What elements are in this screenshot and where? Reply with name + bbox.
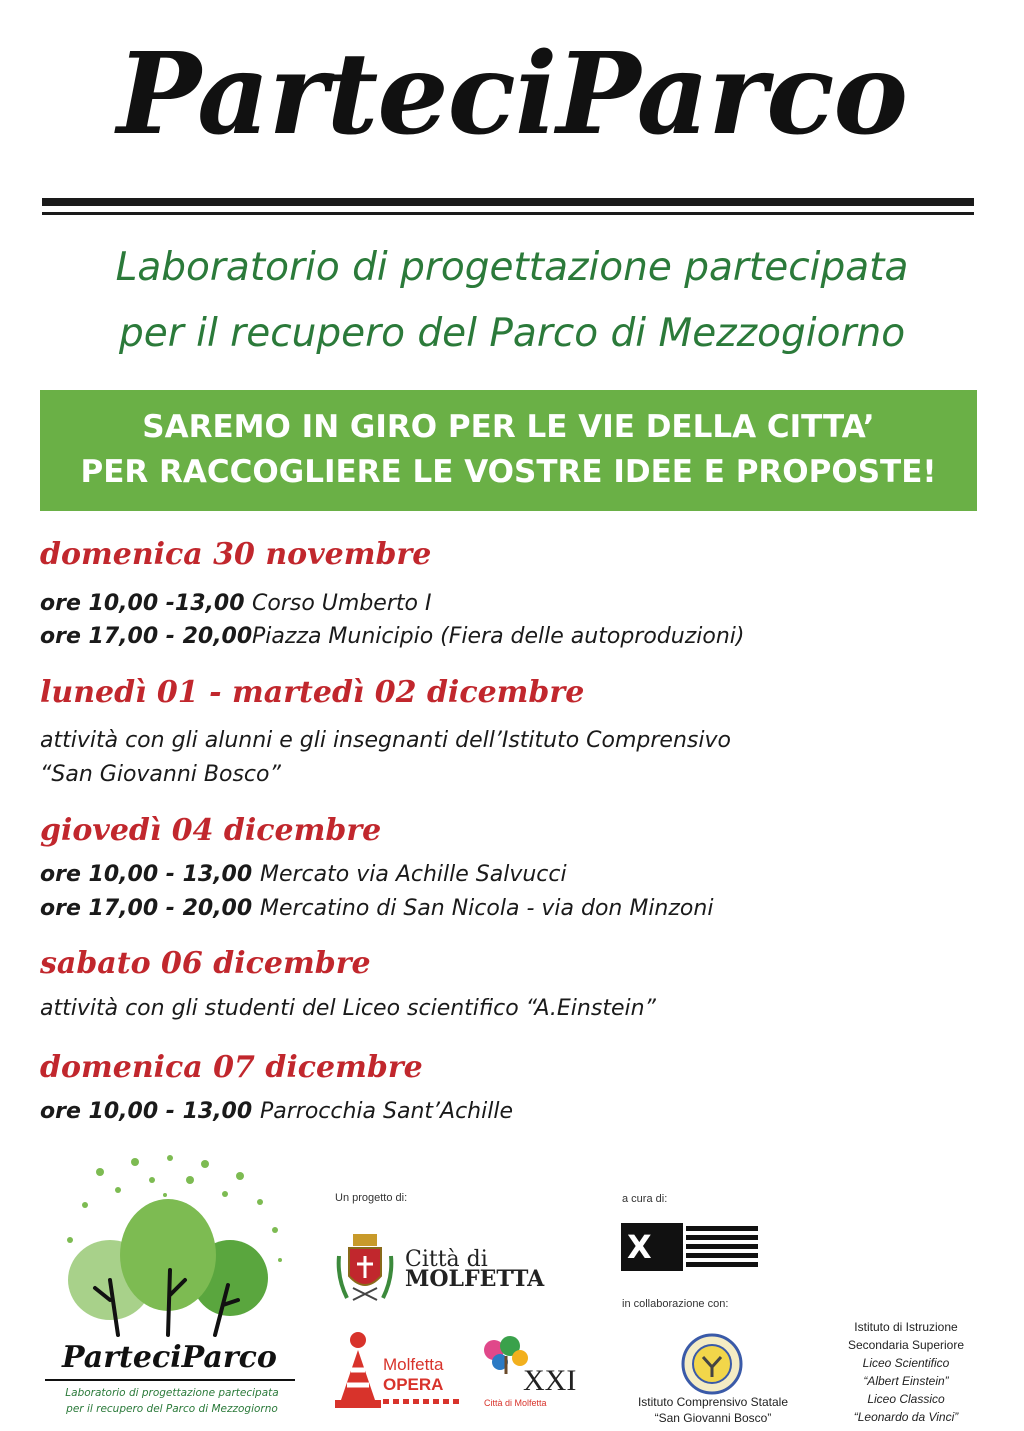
schedule-line: “San Giovanni Bosco”: [40, 762, 281, 787]
school-2-line-2: Secondaria Superiore: [847, 1338, 965, 1352]
schedule-place: Corso Umberto I: [252, 591, 432, 616]
schedule-time: ore 17,00 - 20,00: [40, 624, 253, 649]
title-rule-thick: [42, 198, 974, 206]
project-label: Un progetto di:: [335, 1192, 408, 1204]
banner-line-1: SAREMO IN GIRO PER LE VIE DELLA CITTA’: [142, 409, 875, 445]
logo-subtitle-1: Laboratorio di progettazione partecipata: [65, 1387, 279, 1399]
schedule-line: [40, 896, 713, 922]
x-scape-logo-icon: X: [621, 1223, 683, 1271]
xxi-mark: XXI: [523, 1364, 577, 1397]
xxi-caption: Città di Molfetta: [484, 1398, 547, 1408]
trees-logo-icon: [40, 1150, 300, 1340]
opera-name-1: Molfetta: [383, 1355, 444, 1374]
schedule-date: domenica 07 dicembre: [40, 1050, 423, 1085]
school-2-line-1: Istituto di Istruzione: [854, 1320, 958, 1334]
schedule-place: Mercatino di San Nicola - via don Minzoni: [260, 896, 714, 921]
logo-title: ParteciParco: [62, 1340, 277, 1375]
logo-rule: [45, 1379, 295, 1381]
schedule-date: lunedì 01 - martedì 02 dicembre: [40, 675, 585, 710]
school-1-line-1: Istituto Comprensivo Statale: [637, 1395, 789, 1409]
schedule-date: sabato 06 dicembre: [40, 946, 371, 981]
schedule-line: attività con gli alunni e gli insegnanti dell’Istituto Comprensivo: [40, 728, 731, 753]
green-banner: [40, 390, 977, 511]
schedule-time: ore 10,00 - 13,00: [40, 1099, 253, 1124]
schedule-time: ore 17,00 - 20,00: [40, 896, 253, 921]
school-2-line-4: “Albert Einstein”: [863, 1374, 949, 1388]
city-name-1: Città di: [405, 1247, 488, 1272]
title-rule-thin: [42, 212, 974, 215]
collab-label: in collaborazione con:: [622, 1298, 729, 1310]
schedule-line: attività con gli studenti del Liceo scientifico “A.Einstein”: [40, 996, 656, 1021]
subtitle-line-1: Laboratorio di progettazione partecipata: [115, 245, 909, 290]
schedule-line: [40, 591, 431, 617]
schedule-time: ore 10,00 -13,00: [40, 591, 245, 616]
banner-line-2: PER RACCOGLIERE LE VOSTRE IDEE E PROPOSTE!: [80, 454, 937, 490]
poster-title: ParteciParco: [116, 29, 908, 160]
school-2-line-3: Liceo Scientifico: [862, 1356, 950, 1370]
schedule-line: [40, 624, 744, 650]
schedule-line: [40, 1099, 513, 1125]
molfetta-crest-icon: [333, 1228, 397, 1306]
school-1-line-2: “San Giovanni Bosco”: [654, 1411, 772, 1425]
school-seal-icon: [681, 1333, 743, 1395]
schedule-date: giovedì 04 dicembre: [40, 813, 382, 848]
opera-name-2: OPERA: [383, 1375, 444, 1394]
city-name-2: MOLFETTA: [405, 1266, 545, 1292]
schedule-time: ore 10,00 - 13,00: [40, 862, 253, 887]
care-label: a cura di:: [622, 1193, 668, 1205]
school-2-line-5: Liceo Classico: [867, 1392, 945, 1406]
schedule-date: domenica 30 novembre: [40, 537, 432, 572]
logo-subtitle-2: per il recupero del Parco di Mezzogiorno: [66, 1403, 278, 1415]
subtitle-line-2: per il recupero del Parco di Mezzogiorno: [118, 311, 906, 356]
schedule-line: [40, 862, 567, 888]
schedule-place: Parrocchia Sant’Achille: [260, 1099, 513, 1124]
schedule-place: Mercato via Achille Salvucci: [260, 862, 567, 887]
schedule-place: Piazza Municipio (Fiera delle autoproduzioni): [252, 624, 745, 649]
school-2-line-6: “Leonardo da Vinci”: [853, 1410, 959, 1424]
opera-stripe: [383, 1399, 461, 1404]
opera-cone-icon: [333, 1330, 383, 1412]
x-scape-text-block: [686, 1226, 758, 1268]
